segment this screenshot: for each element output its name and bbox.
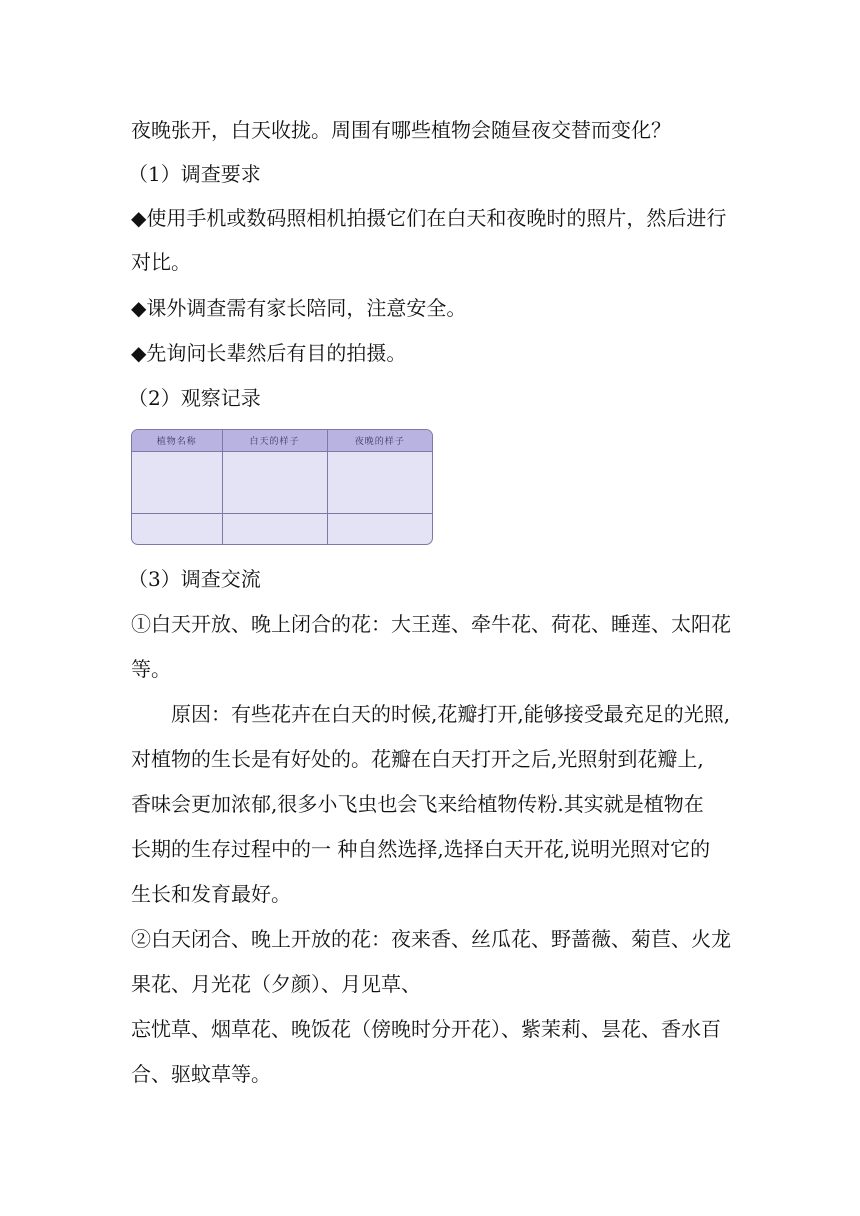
table-row: [132, 513, 432, 544]
table-header-nighttime: 夜晚的样子: [327, 430, 432, 452]
night-flowers-line-4: 合、驱蚊草等。: [131, 1062, 271, 1086]
observation-table: [131, 429, 433, 545]
day-flowers-text-cont: 等。: [131, 657, 171, 681]
section2-heading: （2）观察记录: [128, 386, 261, 410]
requirement-item-1-cont: 对比。: [131, 250, 191, 274]
table-cell: [327, 452, 432, 514]
reason-line-3: 香味会更加浓郁,很多小飞虫也会飞来给植物传粉.其实就是植物在: [131, 792, 704, 816]
reason-line-5: 生长和发育最好。: [131, 882, 291, 906]
section3-heading: （3）调查交流: [128, 567, 261, 591]
table-cell: [327, 513, 432, 544]
table-cell: [222, 513, 327, 544]
night-flowers-line-1: ②白天闭合、晚上开放的花：夜来香、丝瓜花、野蔷薇、菊苣、火龙: [131, 927, 731, 951]
day-flowers-text: ①白天开放、晚上闭合的花：大王莲、牵牛花、荷花、睡莲、太阳花: [131, 612, 731, 636]
table-header-daytime: 白天的样子: [222, 430, 327, 452]
requirement-item-3: ◆先询问长辈然后有目的拍摄。: [131, 341, 407, 365]
reason-line-1: 原因：有些花卉在白天的时候,花瓣打开,能够接受最充足的光照,: [171, 702, 731, 726]
table-header-plant-name: 植物名称: [132, 430, 222, 452]
intro-text: 夜晚张开，白天收拢。周围有哪些植物会随昼夜交替而变化？: [131, 118, 671, 142]
reason-line-2: 对植物的生长是有好处的。花瓣在白天打开之后,光照射到花瓣上,: [131, 747, 704, 771]
requirement-item-2: ◆课外调查需有家长陪同，注意安全。: [131, 296, 467, 320]
requirement-item-1: ◆使用手机或数码照相机拍摄它们在白天和夜晚时的照片，然后进行: [131, 206, 727, 230]
table-cell: [222, 452, 327, 514]
section1-heading: （1）调查要求: [128, 162, 261, 186]
table-cell: [132, 513, 222, 544]
night-flowers-line-3: 忘忧草、烟草花、晚饭花（傍晚时分开花）、紫茉莉、昙花、香水百: [131, 1017, 721, 1041]
night-flowers-line-2: 果花、月光花（夕颜）、月见草、: [131, 972, 421, 996]
reason-line-4: 长期的生存过程中的一 种自然选择,选择白天开花,说明光照对它的: [131, 837, 711, 861]
table-row: [132, 452, 432, 514]
table-cell: [132, 452, 222, 514]
